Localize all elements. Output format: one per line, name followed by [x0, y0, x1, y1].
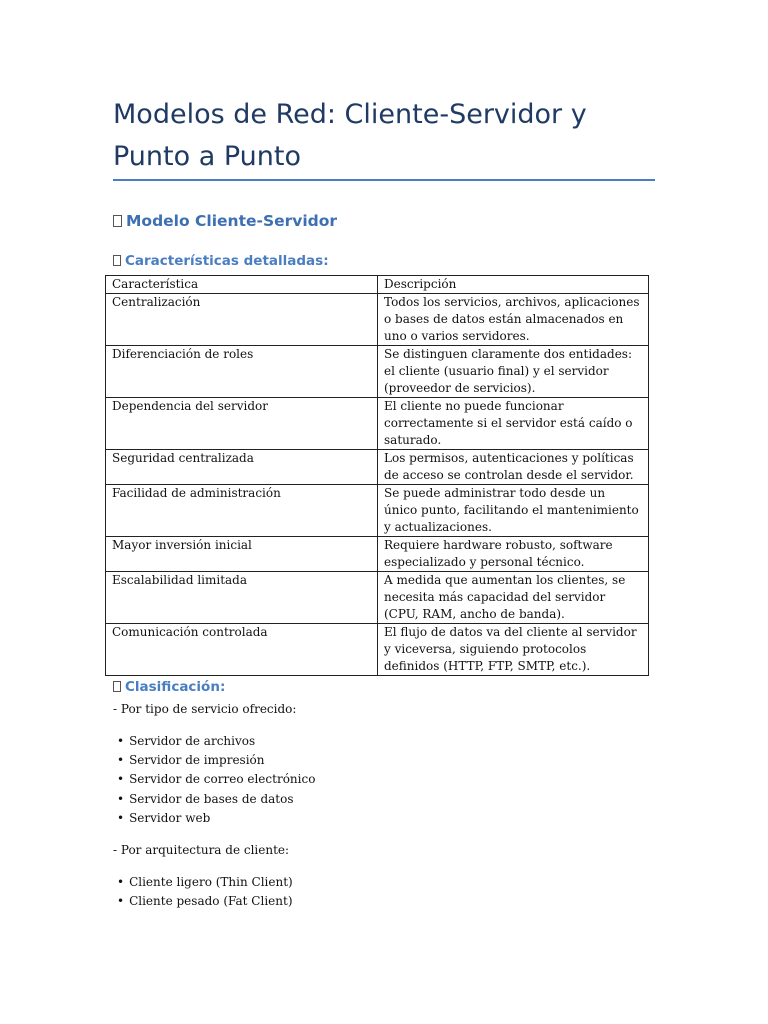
- table-cell-feature: Comunicación controlada: [106, 624, 378, 676]
- list-item: • Servidor de archivos: [117, 732, 315, 751]
- column-header: Descripción: [378, 276, 649, 294]
- features-heading: [113, 253, 329, 269]
- table-cell-description: A medida que aumentan los clientes, se necesita más capacidad del servidor (CPU, RAM, ancho de banda).: [378, 572, 649, 624]
- list-item: • Cliente ligero (Thin Client): [117, 873, 293, 892]
- table-row: [106, 485, 649, 537]
- document-title: [113, 94, 658, 178]
- table-cell-description: Todos los servicios, archivos, aplicaciones o bases de datos están almacenados en uno o varios servidores.: [378, 294, 649, 346]
- classification-heading: [113, 679, 225, 695]
- list-item: • Servidor de correo electrónico: [117, 770, 315, 789]
- table-row: [106, 294, 649, 346]
- list-item: • Servidor de impresión: [117, 751, 315, 770]
- table-row: [106, 572, 649, 624]
- table-cell-description: Los permisos, autenticaciones y políticas de acceso se controlan desde el servidor.: [378, 450, 649, 485]
- table-cell-feature: Escalabilidad limitada: [106, 572, 378, 624]
- features-table: [105, 275, 649, 676]
- title-line-1: Modelos de Red: Cliente-Servidor y: [113, 99, 587, 130]
- table-cell-description: El flujo de datos va del cliente al servidor y viceversa, siguiendo protocolos definidos (HTTP, FTP, SMTP, etc.).: [378, 624, 649, 676]
- title-line-2: Punto a Punto: [113, 141, 301, 172]
- section-heading-text: Modelo Cliente-Servidor: [126, 212, 338, 230]
- table-row: [106, 398, 649, 450]
- missing-glyph-icon: [113, 681, 121, 692]
- table-row: [106, 346, 649, 398]
- table-row: [106, 450, 649, 485]
- by-service-label: - Por tipo de servicio ofrecido:: [113, 702, 297, 716]
- classification-heading-text: Clasificación:: [125, 679, 226, 695]
- features-heading-text: Características detalladas:: [125, 253, 329, 269]
- missing-glyph-icon: [113, 215, 122, 227]
- table-cell-feature: Seguridad centralizada: [106, 450, 378, 485]
- table-cell-feature: Dependencia del servidor: [106, 398, 378, 450]
- list-item: • Servidor web: [117, 809, 315, 828]
- title-underline: [113, 179, 655, 181]
- table-cell-description: Se distinguen claramente dos entidades: el cliente (usuario final) y el servidor (proveedor de servicios).: [378, 346, 649, 398]
- service-types-list: [117, 732, 315, 828]
- table-row: [106, 537, 649, 572]
- table-cell-description: El cliente no puede funcionar correctamente si el servidor está caído o saturado.: [378, 398, 649, 450]
- table-cell-description: Requiere hardware robusto, software especializado y personal técnico.: [378, 537, 649, 572]
- table-cell-feature: Diferenciación de roles: [106, 346, 378, 398]
- table-row: [106, 624, 649, 676]
- table-cell-feature: Facilidad de administración: [106, 485, 378, 537]
- section-heading: [113, 212, 337, 230]
- table-cell-feature: Centralización: [106, 294, 378, 346]
- list-item: • Servidor de bases de datos: [117, 790, 315, 809]
- table-cell-feature: Mayor inversión inicial: [106, 537, 378, 572]
- missing-glyph-icon: [113, 255, 121, 266]
- client-types-list: [117, 873, 293, 911]
- column-header: Característica: [106, 276, 378, 294]
- by-client-label: - Por arquitectura de cliente:: [113, 843, 290, 857]
- list-item: • Cliente pesado (Fat Client): [117, 892, 293, 911]
- table-cell-description: Se puede administrar todo desde un único punto, facilitando el mantenimiento y actualizaciones.: [378, 485, 649, 537]
- table-header-row: [106, 276, 649, 294]
